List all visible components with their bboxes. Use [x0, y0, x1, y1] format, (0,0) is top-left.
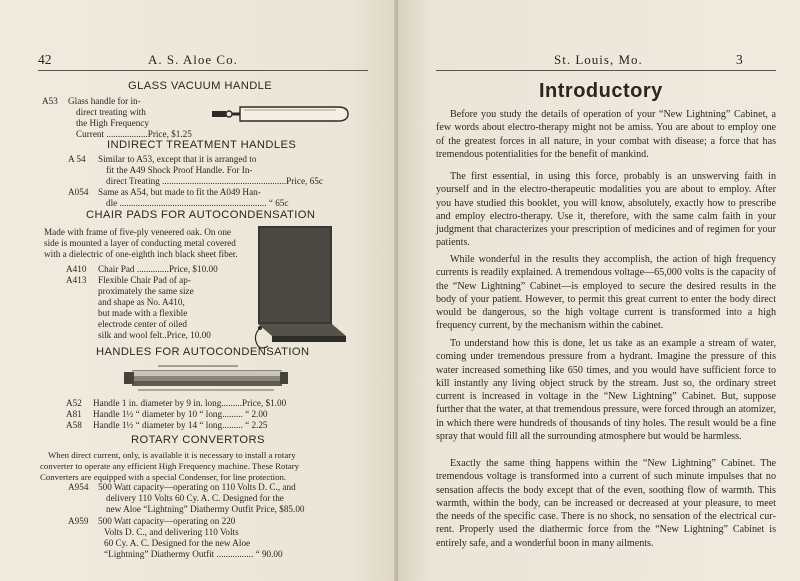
paragraph-line: Made with frame of five-ply veneered oak. On one: [44, 227, 231, 237]
item-price-line: new Aloe “Lightning” Diathermy Outfit Price, $85.00: [106, 504, 305, 514]
item-code: A959: [68, 516, 89, 526]
table-row: Handle 1 in. diameter by 9 in. long.........Price, $1.00: [93, 398, 287, 408]
section-title-glass-vacuum: GLASS VACUUM HANDLE: [128, 80, 273, 92]
item-text-line: proximately the same size: [98, 286, 194, 296]
paragraph-line: side is mounted a layer of conducting metal covered: [44, 238, 236, 248]
item-code: A413: [66, 275, 87, 285]
running-head: A. S. Aloe Co.: [148, 52, 238, 67]
item-text-line: delivery 110 Volts 60 Cy. A. C. Designed for the: [106, 493, 284, 503]
item-text-line: Same as A54, but made to fit the A049 Han-: [98, 187, 261, 197]
running-head: St. Louis, Mo.: [554, 52, 643, 67]
section-title-handles-auto: HANDLES FOR AUTOCONDENSATION: [96, 346, 310, 358]
item-code: A58: [66, 420, 82, 430]
paragraph-line: When direct current, only, is available it is necessary to install a rotary: [48, 450, 296, 460]
item-price-line: Current ..................Price, $1.25: [76, 129, 192, 139]
page-number: 42: [38, 52, 52, 67]
section-title-chair-pads: CHAIR PADS FOR AUTOCONDENSATION: [86, 209, 316, 221]
paragraph: The first essential, in using this force, probably is an unswerving faith in yourself and in the electro-therapeutic modalities you are about to employ. After you have studied this booklet, you will know, absolutely, exactly how to prescribe and employ electro-therapy. Use it, therefore, with the same calm faith in your judgment that characterizes your prescription of medicines and of regimen for your patients.: [436, 171, 776, 249]
item-price-line: direct Treating ......................................................Price, 65c: [106, 176, 323, 186]
item-code: A954: [68, 482, 89, 492]
item-price-line: Chair Pad ..............Price, $10.00: [98, 264, 218, 274]
header-rule: [436, 70, 776, 71]
table-row: Handle 1½ “ diameter by 10 “ long......... “ 2.00: [93, 409, 268, 419]
page-title: Introductory: [539, 80, 663, 102]
item-text-line: 500 Watt capacity—operating on 220: [98, 516, 236, 526]
item-text-line: electrode center of oiled: [98, 319, 188, 329]
chair-pad-illustration: [250, 224, 350, 350]
paragraph: Exactly the same thing happens within the “New Lightning” Cabinet. The tremendous voltage is transformed into a current of such minute impulses that no sensation affects the body except that of the even, soothing flow of warmth. This warmth, within the body, can be increased or decreased at your pleasure, to meet the needs of the specific case. There is no shock, no sensation of the electrical current. Properly used the diathermic force from the “New Lightning” Cabinet is entirely safe, and a wonderful boon in many ailments.: [436, 458, 776, 549]
item-text-line: Volts D. C., and delivering 110 Volts: [104, 527, 239, 537]
item-price-line: “Lightning” Diathermy Outfit ................ “ 90.00: [104, 549, 283, 559]
item-text-line: 500 Watt capacity—operating on 110 Volts D. C., and: [98, 482, 296, 492]
item-text-line: direct treating with: [76, 107, 146, 117]
page-number: 3: [736, 52, 743, 67]
paragraph-line: Converters are equipped with a special Condenser, for line protection.: [40, 472, 287, 482]
item-text-line: the High Frequency: [76, 118, 149, 128]
item-code: A81: [66, 409, 82, 419]
item-code: A 54: [68, 154, 86, 164]
paragraph-line: with a dielectric of one-eighth inch black sheet fiber.: [44, 249, 238, 259]
item-price-line: silk and wool felt..Price, 10.00: [98, 330, 211, 340]
glass-vacuum-handle-illustration: [210, 103, 350, 125]
item-text-line: fit the A49 Shock Proof Handle. For In-: [106, 165, 253, 175]
section-title-rotary: ROTARY CONVERTORS: [131, 434, 265, 446]
paragraph: Before you study the details of operation of your “New Lightning” Cabinet, a few words about electro-therapy might not be amiss. You are about to employ one of the greatest forces in all nature, in your combat with disease; a force that has tremendous potentialities for the benefit of mankind.: [436, 109, 776, 160]
item-text-line: Flexible Chair Pad of ap-: [98, 275, 191, 285]
catalog-page-left: [0, 0, 398, 581]
paragraph: While wonderful in the results they accomplish, the action of high frequency currents is readily explained. A tremendous voltage—65,000 volts is the capacity of the “New Lightning” Cabinet—is employed to secure the desired results in the body of your patient. However, to permit this great current to enter the body direct would be dangerous, so the high voltage current is transformed into a high frequency current, by the mechanism within the cabinet.: [436, 254, 776, 332]
item-text-line: Glass handle for in-: [68, 96, 141, 106]
item-text-line: Similar to A53, except that it is arranged to: [98, 154, 257, 164]
section-title-indirect: INDIRECT TREATMENT HANDLES: [107, 139, 297, 151]
item-code: A53: [42, 96, 58, 106]
item-code: A054: [68, 187, 89, 197]
item-code: A52: [66, 398, 82, 408]
catalog-page-right: [398, 0, 800, 581]
autocondensation-handle-illustration: [118, 362, 292, 396]
item-text-line: but made with a flexible: [98, 308, 188, 318]
item-code: A410: [66, 264, 87, 274]
item-text-line: and shape as No. A410,: [98, 297, 185, 307]
item-text-line: 60 Cy. A. C. Designed for the new Aloe: [104, 538, 251, 548]
paragraph-line: converter to operate any efficient High Frequency machine. These Rotary: [40, 461, 300, 471]
paragraph: To understand how this is done, let us take as an example a stream of water, coming under tremendous pressure from a hydrant. Imagine the pressure of this water increased something like 650 times, and you would have sufficient force to kill instantly any living object struck by the stream. Just so, the ordinary street current is increased in voltage in the “New Lightning” Cabinet. But, suppose further that the water, at that tremendous pressure, were forced through an atomizer, in which there were hundreds of thousands of tiny holes. The result would be a fine spray that would fill all the surrounding atmosphere but would be harmless.: [436, 338, 776, 443]
header-rule: [38, 70, 368, 71]
item-price-line: dle ................................................................ “ 65c: [106, 198, 289, 208]
table-row: Handle 1½ “ diameter by 14 “ long......... “ 2.25: [93, 420, 268, 430]
